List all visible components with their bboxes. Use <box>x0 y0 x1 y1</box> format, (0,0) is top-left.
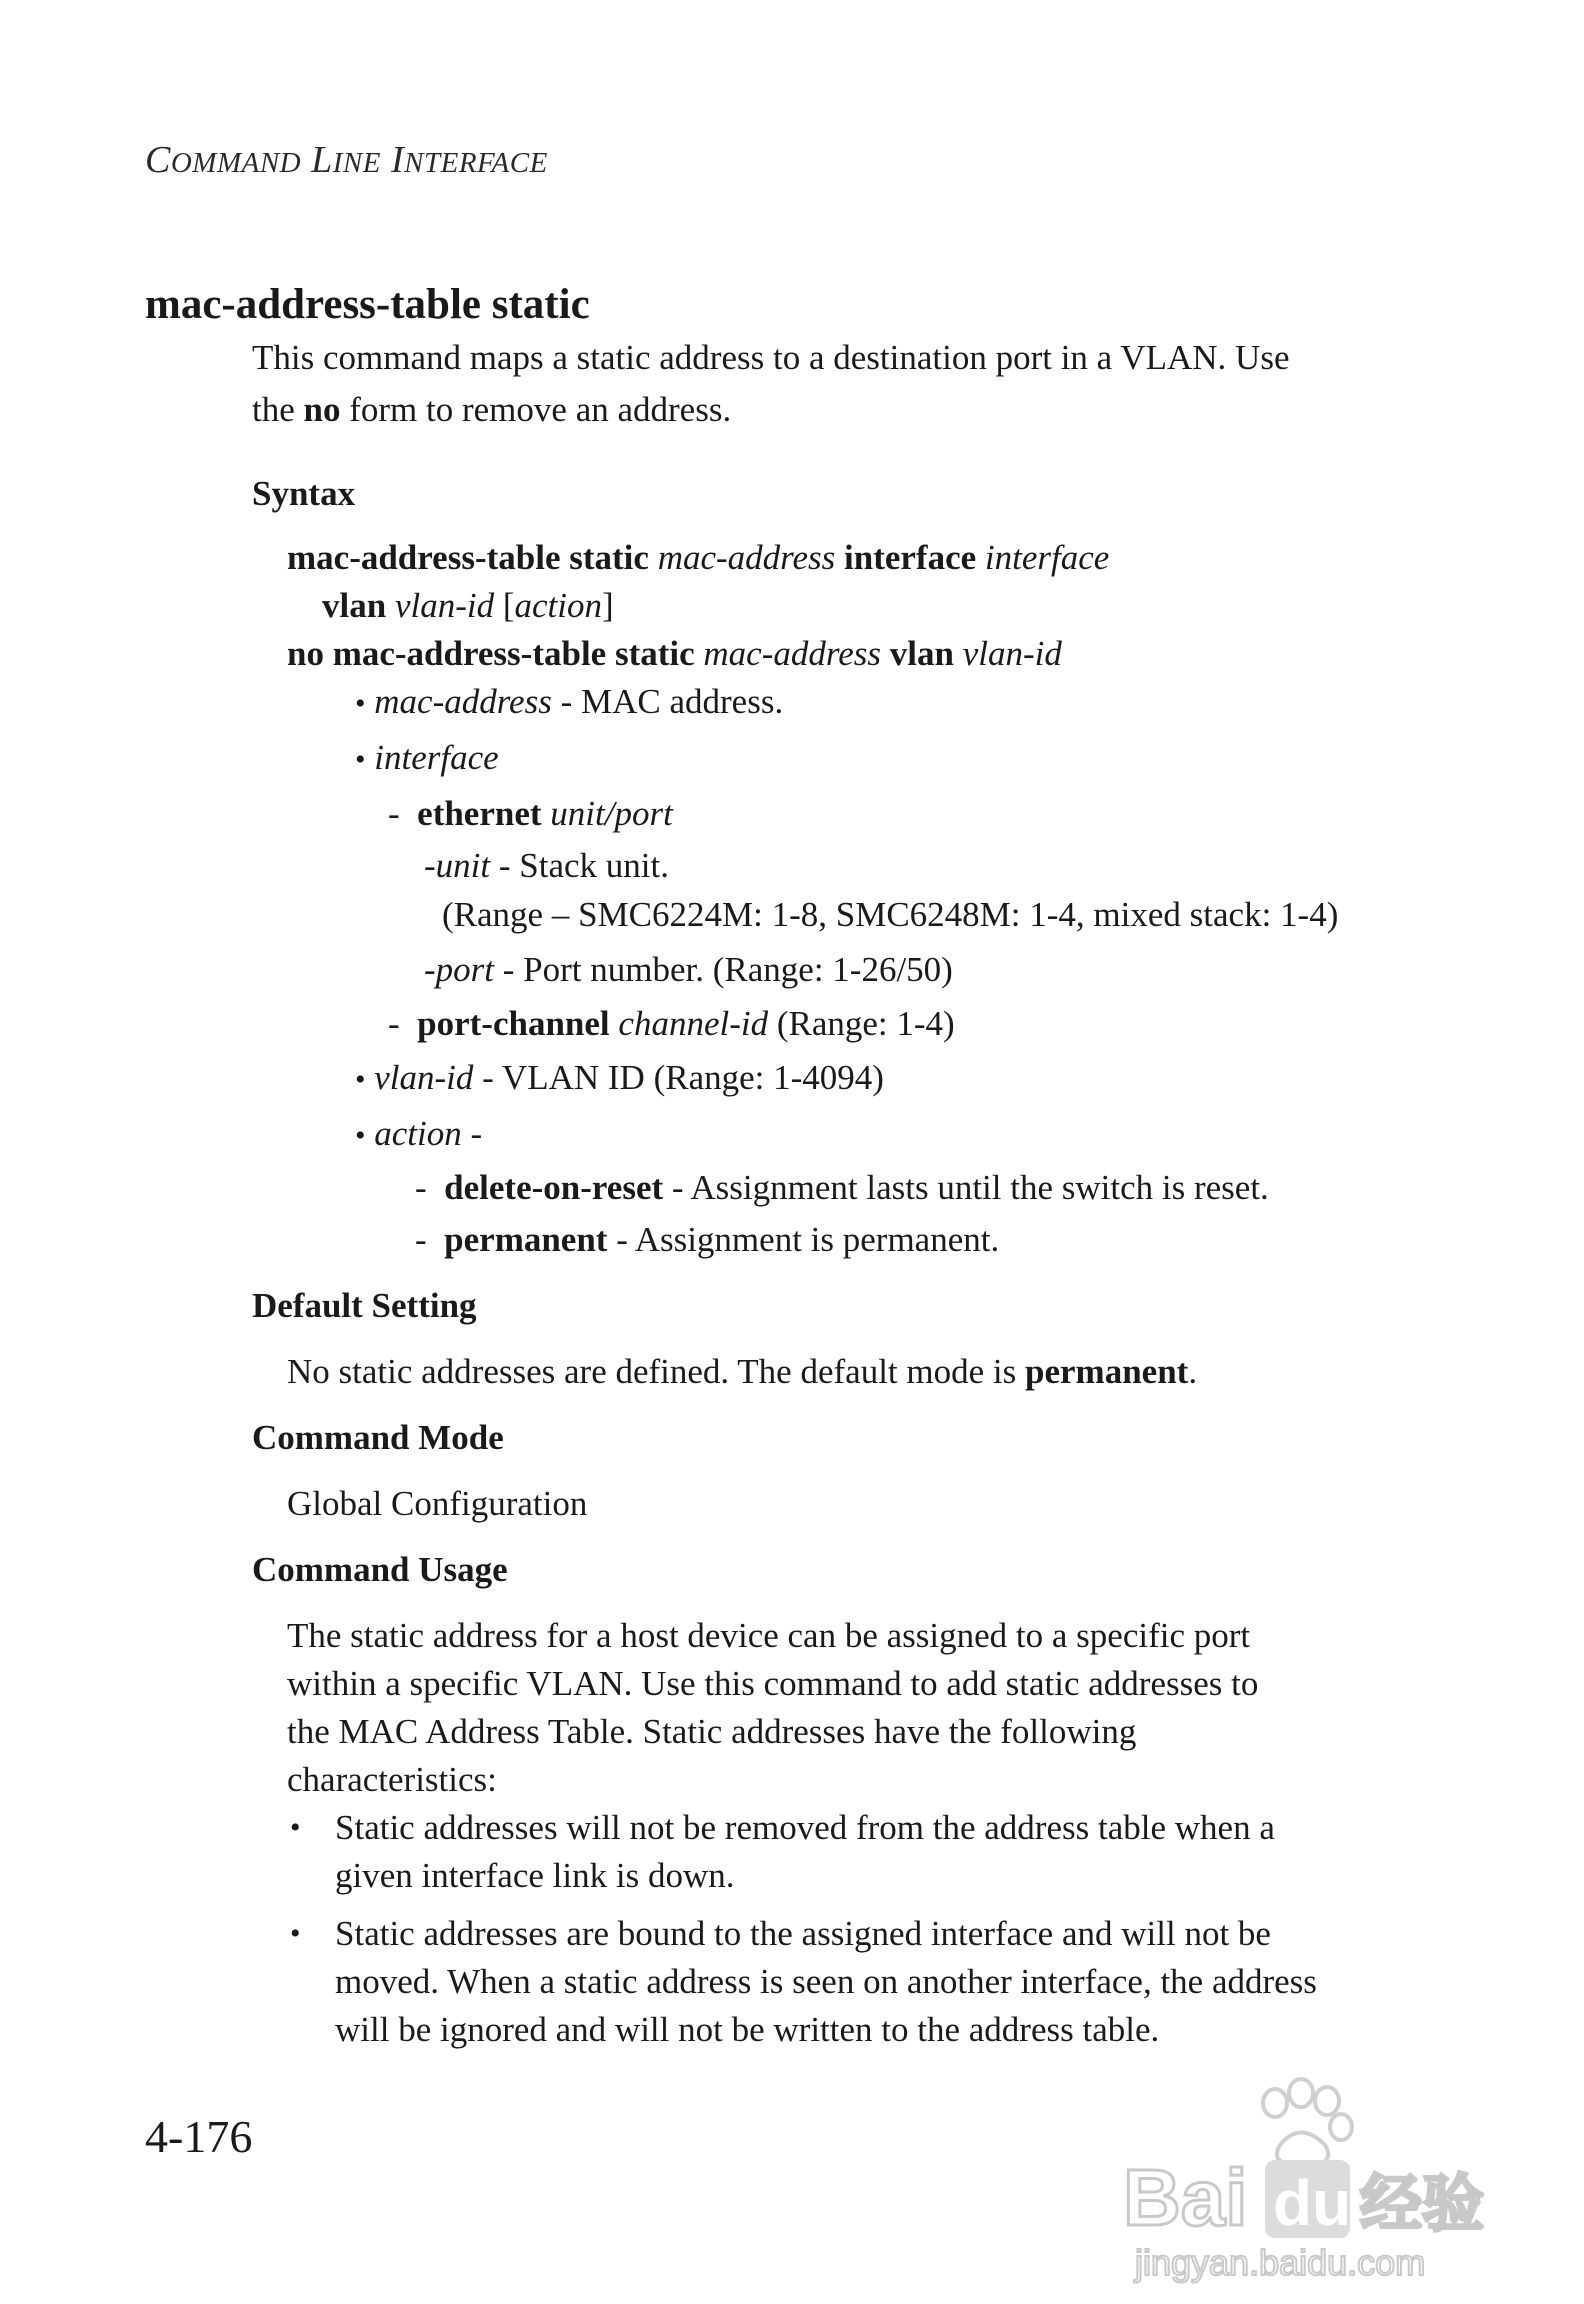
running-head: COMMAND LINE INTERFACE <box>145 139 548 181</box>
usage-bullet-2-line-3: will be ignored and will not be written to the address table. <box>335 2010 1160 2049</box>
param-unit: -unit - Stack unit. <box>424 846 669 885</box>
syntax-line-2: vlan vlan-id [action] <box>322 586 614 625</box>
command-mode-text: Global Configuration <box>287 1484 588 1523</box>
usage-bullet-1-marker: • <box>290 1811 301 1844</box>
svg-text:jingyan.baidu.com: jingyan.baidu.com <box>1135 2242 1426 2283</box>
page-number: 4-176 <box>145 2111 253 2162</box>
usage-para-line-4: characteristics: <box>287 1760 497 1799</box>
svg-text:Bai: Bai <box>1123 2153 1248 2242</box>
param-unit-range: (Range – SMC6224M: 1-8, SMC6248M: 1-4, mixed stack: 1-4) <box>442 895 1339 934</box>
param-port-channel: - port-channel channel-id (Range: 1-4) <box>388 1004 955 1043</box>
usage-para-line-1: The static address for a host device can be assigned to a specific port <box>287 1616 1251 1655</box>
syntax-line-3: no mac-address-table static mac-address vlan vlan-id <box>287 634 1062 673</box>
param-port: -port - Port number. (Range: 1-26/50) <box>424 950 953 989</box>
usage-para-line-3: the MAC Address Table. Static addresses have the following <box>287 1712 1137 1751</box>
paw-logo-icon <box>1115 2075 1505 2290</box>
description-line-1: This command maps a static address to a destination port in a VLAN. Use <box>252 338 1290 377</box>
command-mode-heading: Command Mode <box>252 1418 504 1457</box>
default-setting-text: No static addresses are defined. The default mode is permanent. <box>287 1352 1198 1391</box>
param-ethernet: - ethernet unit/port <box>388 794 673 833</box>
usage-bullet-2-marker: • <box>290 1917 301 1950</box>
param-delete-on-reset: - delete-on-reset - Assignment lasts until the switch is reset. <box>415 1168 1269 1207</box>
description-line-2: the no form to remove an address. <box>252 390 732 429</box>
usage-para-line-2: within a specific VLAN. Use this command to add static addresses to <box>287 1664 1259 1703</box>
svg-text:du: du <box>1273 2167 1352 2239</box>
param-interface: • interface <box>355 738 499 777</box>
param-action: • action - <box>355 1114 483 1153</box>
usage-bullet-2-line-1: Static addresses are bound to the assigned interface and will not be <box>335 1914 1271 1953</box>
default-setting-heading: Default Setting <box>252 1286 477 1325</box>
usage-bullet-1-line-1: Static addresses will not be removed from the address table when a <box>335 1808 1275 1847</box>
param-mac-address: • mac-address - MAC address. <box>355 682 784 721</box>
svg-text:经验: 经验 <box>1360 2167 1485 2240</box>
command-title: mac-address-table static <box>145 281 590 328</box>
param-vlan-id: • vlan-id - VLAN ID (Range: 1-4094) <box>355 1058 884 1097</box>
syntax-heading: Syntax <box>252 474 356 513</box>
baidu-jingyan-watermark <box>1115 2075 1505 2290</box>
param-permanent: - permanent - Assignment is permanent. <box>415 1220 1000 1259</box>
usage-bullet-2-line-2: moved. When a static address is seen on another interface, the address <box>335 1962 1317 2001</box>
usage-bullet-1-line-2: given interface link is down. <box>335 1856 735 1895</box>
command-usage-heading: Command Usage <box>252 1550 508 1589</box>
syntax-line-1: mac-address-table static mac-address interface interface <box>287 538 1110 577</box>
